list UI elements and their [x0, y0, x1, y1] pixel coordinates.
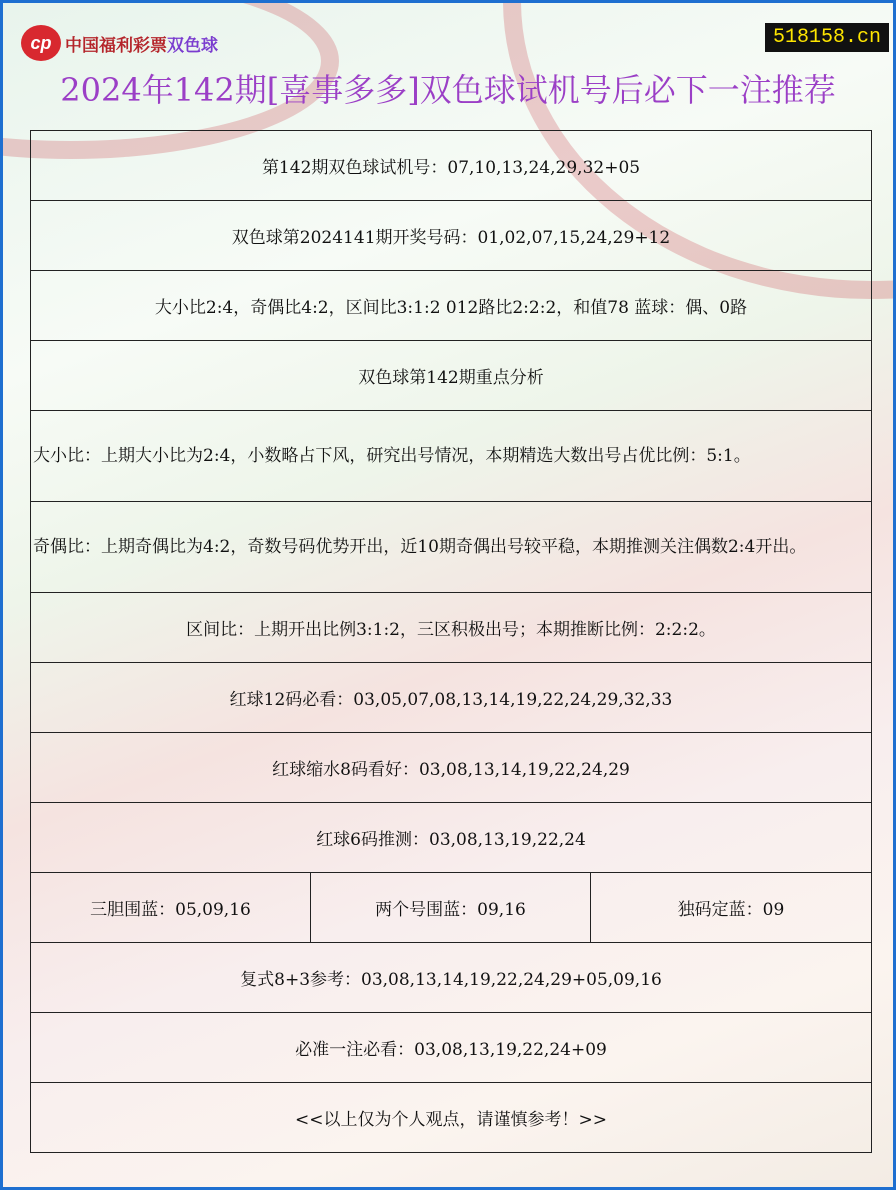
- draw-stats: 大小比2:4，奇偶比4:2，区间比3:1:2 012路比2:2:2，和值78 蓝球：偶、0路: [31, 271, 872, 341]
- red-6: 红球6码推测：03,08,13,19,22,24: [31, 803, 872, 873]
- lottery-logo: [21, 25, 218, 61]
- last-draw: 双色球第2024141期开奖号码：01,02,07,15,24,29+12: [31, 201, 872, 271]
- cp-logo-icon: cp: [21, 25, 61, 61]
- red-12: 红球12码必看：03,05,07,08,13,14,19,22,24,29,32,33: [31, 663, 872, 733]
- logo-highlight: 双色球: [167, 35, 218, 56]
- red-8: 红球缩水8码看好：03,08,13,14,19,22,24,29: [31, 733, 872, 803]
- compound-ticket: 复式8+3参考：03,08,13,14,19,22,24,29+05,09,16: [31, 943, 872, 1013]
- page-title: 2024年142期[喜事多多]双色球试机号后必下一注推荐: [60, 71, 836, 109]
- prediction-table: [30, 130, 872, 1153]
- trial-numbers: 第142期双色球试机号：07,10,13,24,29,32+05: [31, 131, 872, 201]
- disclaimer: <<以上仅为个人观点，请谨慎参考！>>: [31, 1083, 872, 1153]
- logo-text: 中国福利彩票: [65, 35, 167, 56]
- blue-single: 独码定蓝：09: [591, 873, 872, 943]
- single-ticket: 必准一注必看：03,08,13,19,22,24+09: [31, 1013, 872, 1083]
- odd-even-analysis: 奇偶比：上期奇偶比为4:2，奇数号码优势开出，近10期奇偶出号较平稳，本期推测关注偶数2:4开出。: [31, 502, 872, 593]
- size-ratio-analysis: 大小比：上期大小比为2:4，小数略占下风，研究出号情况，本期精选大数出号占优比例：5:1。: [31, 411, 872, 502]
- blue-three: 三胆围蓝：05,09,16: [31, 873, 311, 943]
- analysis-heading: 双色球第142期重点分析: [31, 341, 872, 411]
- blue-two: 两个号围蓝：09,16: [311, 873, 591, 943]
- site-badge[interactable]: 518158.cn: [765, 23, 889, 52]
- zone-ratio-analysis: 区间比：上期开出比例3:1:2，三区积极出号；本期推断比例：2:2:2。: [31, 593, 872, 663]
